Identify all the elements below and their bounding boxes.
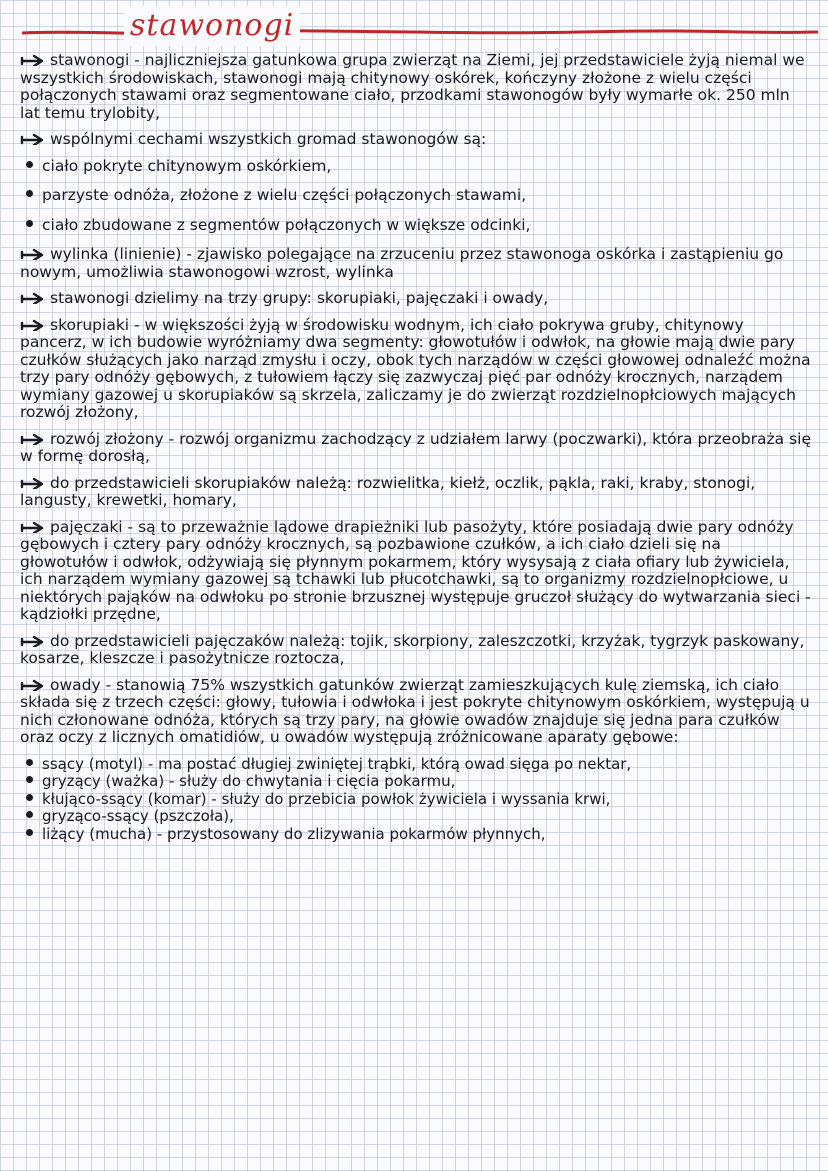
bullet-item (20, 826, 812, 843)
bullet-dot-icon (26, 829, 33, 836)
bullet-item (20, 158, 812, 176)
bullet-dot-icon (26, 811, 33, 818)
note-text: do przedstawicieli skorupiaków należą: rozwielitka, kiełż, oczlik, pąkla, raki, kraby, stonogi, langusty, krewetki, homary, (20, 473, 756, 509)
note-paragraph (20, 475, 812, 510)
note-text: gryząco-ssący (pszczoła), (42, 807, 234, 825)
bullet-dot-icon (26, 759, 33, 766)
arrow-icon (20, 54, 46, 66)
note-text: stawonogi - najliczniejsza gatunkowa grupa zwierząt na Ziemi, jej przedstawiciele żyją niemal we wszystkich środowiskach, stawonogi mają chitynowy oskórek, kończyny złożone z wielu części połączonych stawami oraz segmentowane ciało, przodkami stawonogów były wymarłe ok. 250 mln lat temu trylobity, (20, 51, 805, 122)
bullet-item (20, 756, 812, 773)
page-title: stawonogi (124, 6, 300, 46)
bullet-dot-icon (26, 794, 33, 801)
arrow-icon (20, 521, 46, 533)
note-paragraph (20, 52, 812, 122)
bullet-item (20, 773, 812, 790)
note-paragraph (20, 519, 812, 624)
note-text: parzyste odnóża, złożone z wielu części połączonych stawami, (42, 186, 527, 204)
note-paragraph (20, 317, 812, 422)
arrow-icon (20, 248, 46, 260)
note-paragraph (20, 677, 812, 747)
note-text: ciało pokryte chitynowym oskórkiem, (42, 156, 332, 175)
bullet-dot-icon (26, 190, 33, 197)
note-text: kłująco-ssący (komar) - służy do przebicia powłok żywiciela i wyssania krwi, (42, 789, 611, 808)
note-text: liżący (mucha) - przystosowany do zlizywania pokarmów płynnych, (42, 824, 546, 843)
arrow-icon (20, 319, 46, 331)
bullet-item (20, 791, 812, 808)
note-paragraph (20, 246, 812, 281)
bullet-dot-icon (26, 220, 33, 227)
bullet-item (20, 808, 812, 825)
arrow-icon (20, 292, 46, 304)
arrow-icon (20, 433, 46, 445)
note-text: stawonogi dzielimy na trzy grupy: skorupiaki, pajęczaki i owady, (50, 289, 549, 307)
arrow-icon (20, 477, 46, 489)
arrow-icon (20, 133, 46, 145)
note-text: ciało zbudowane z segmentów połączonych w większe odcinki, (42, 215, 531, 234)
note-text: owady - stanowią 75% wszystkich gatunków zwierząt zamieszkujących kulę ziemską, ich ciało składa się z trzech części: głowy, tułowia i odwłoka i jest pokryte chitynowym oskórkiem, występują u nich członowane odnóża, których są trzy pary, na głowie owadów znajduje się jedna para czułków oraz oczy z licznych omatidiów, u owadów występują zróżnicowane aparaty gębowe: (20, 675, 810, 746)
note-text: gryzący (ważka) - służy do chwytania i cięcia pokarmu, (42, 772, 456, 790)
notes-content (20, 52, 812, 843)
arrow-icon (20, 679, 46, 691)
note-paragraph (20, 633, 812, 668)
note-text: skorupiaki - w większości żyją w środowisku wodnym, ich ciało pokrywa gruby, chitynowy pancerz, w ich budowie wyróżniamy dwa segmenty: głowotułów i odwłok, na głowie mają dwie pary czułków służących jako narząd zmysłu i oczy, obok tych narządów w części głowowej odnaleźć można trzy pary odnóży gębowych, z tułowiem łączy się zazwyczaj pięć par odnóży krocznych, narządem wymiany gazowej u skorupiaków są skrzela, zaliczamy je do zwierząt rozdzielnopłciowych mających rozwój złożony, (20, 315, 811, 421)
bullet-item (20, 187, 812, 205)
note-paragraph (20, 290, 812, 308)
note-text: rozwój złożony - rozwój organizmu zachodzący z udziałem larwy (poczwarki), która przeobraża się w formę dorosłą, (20, 429, 812, 465)
bullet-dot-icon (26, 161, 33, 168)
bullet-dot-icon (26, 776, 33, 783)
note-text: ssący (motyl) - ma postać długiej zwiniętej trąbki, którą owad sięga po nektar, (42, 754, 632, 773)
note-paragraph (20, 131, 812, 149)
note-text: wspólnymi cechami wszystkich gromad stawonogów są: (50, 130, 487, 148)
note-text: pajęczaki - są to przeważnie lądowe drapieżniki lub pasożyty, które posiadają dwie pary odnóży gębowych i cztery pary odnóży krocznych, są pozbawione czułków, a ich ciało dzieli się na głowotułów i odwłok, odżywiają się płynnym pokarmem, który wysysają z ciała ofiary lub żywiciela, ich narządem wymiany gazowej są tchawki lub płucotchawki, są to organizmy rozdzielnopłciowe, u niektórych pająków na odwłoku po stronie brzusznej występuje gruczoł służący do wytwarzania sieci - kądziołki przędne, (20, 517, 811, 623)
arrow-icon (20, 635, 46, 647)
note-text: wylinka (linienie) - zjawisko polegające na zrzuceniu przez stawonoga oskórka i zastąpieniu go nowym, umożliwia stawonogowi wzrost, wylinka (20, 245, 784, 281)
title-row (20, 6, 820, 50)
note-text: do przedstawicieli pajęczaków należą: tojik, skorpiony, zaleszczotki, krzyżak, tygrzyk paskowany, kosarze, kleszcze i pasożytnicze roztocza, (20, 631, 805, 667)
note-paragraph (20, 431, 812, 466)
bullet-item (20, 217, 812, 235)
